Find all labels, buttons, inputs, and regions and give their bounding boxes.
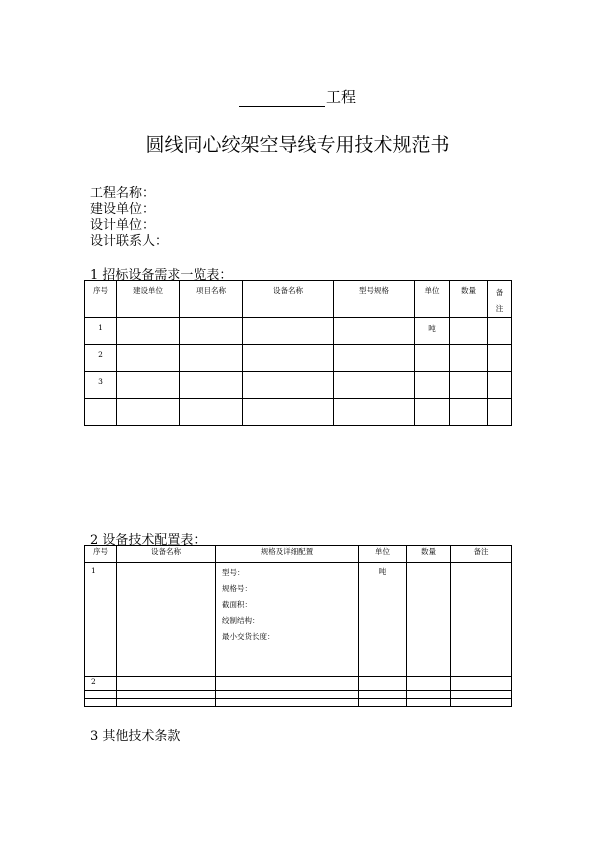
spec-size-number: 规格号：	[222, 584, 252, 593]
project-name-heading	[0, 86, 595, 107]
table-row	[85, 399, 512, 426]
spec-min-delivery-length: 最小交货长度：	[222, 632, 275, 641]
row-no	[85, 691, 117, 699]
info-project-name: 工程名称：	[90, 186, 156, 201]
section1-heading: 1 招标设备需求一览表：	[90, 268, 233, 283]
row-no: 2	[85, 345, 117, 372]
section2-heading: 2 设备技术配置表：	[90, 533, 207, 548]
col-header-remark: 备注	[451, 546, 512, 563]
row-unit	[415, 372, 450, 399]
table-row	[85, 345, 512, 372]
spec-strand-structure: 绞制结构：	[222, 616, 260, 625]
col-header-model-spec: 型号规格	[334, 281, 415, 318]
document-title: 圆线同心绞架空导线专用技术规范书	[145, 134, 450, 156]
table-row	[85, 691, 512, 699]
remark-char-2: 注	[495, 304, 504, 313]
col-header-project-name: 项目名称	[180, 281, 243, 318]
col-header-no: 序号	[85, 546, 117, 563]
remark-char-1: 备	[495, 288, 504, 297]
info-construction-unit: 建设单位：	[90, 202, 156, 217]
row-no: 1	[85, 563, 117, 677]
row-no: 3	[85, 372, 117, 399]
col-header-quantity: 数量	[450, 281, 488, 318]
project-name-blank	[239, 92, 325, 107]
row-no	[85, 699, 117, 707]
section3-heading: 3 其他技术条款	[90, 729, 181, 744]
col-header-spec-config: 规格及详细配置	[216, 546, 359, 563]
row-unit	[415, 399, 450, 426]
equipment-config-table	[84, 545, 512, 707]
col-header-quantity: 数量	[407, 546, 451, 563]
row-no: 2	[85, 677, 117, 691]
row-unit: 吨	[359, 563, 407, 677]
table-row	[85, 563, 512, 677]
col-header-unit: 单位	[359, 546, 407, 563]
table-header-row	[85, 281, 512, 318]
equipment-demand-table	[84, 280, 512, 426]
table-row	[85, 699, 512, 707]
info-design-unit: 设计单位：	[90, 218, 156, 233]
col-header-remark	[488, 281, 512, 318]
col-header-unit: 单位	[415, 281, 450, 318]
row-unit	[415, 345, 450, 372]
col-header-construction-unit: 建设单位	[117, 281, 180, 318]
row-unit: 吨	[415, 318, 450, 345]
spec-model: 型号：	[222, 568, 245, 577]
spec-cross-section: 截面积：	[222, 600, 252, 609]
row-no	[85, 399, 117, 426]
table-row	[85, 318, 512, 345]
project-suffix: 工程	[325, 88, 356, 106]
row-no: 1	[85, 318, 117, 345]
col-header-equipment-name: 设备名称	[117, 546, 216, 563]
table-row	[85, 677, 512, 691]
col-header-no: 序号	[85, 281, 117, 318]
table-row	[85, 372, 512, 399]
info-design-contact: 设计联系人：	[90, 234, 169, 249]
spec-list	[216, 563, 359, 677]
table-header-row	[85, 546, 512, 563]
col-header-equipment-name: 设备名称	[243, 281, 334, 318]
